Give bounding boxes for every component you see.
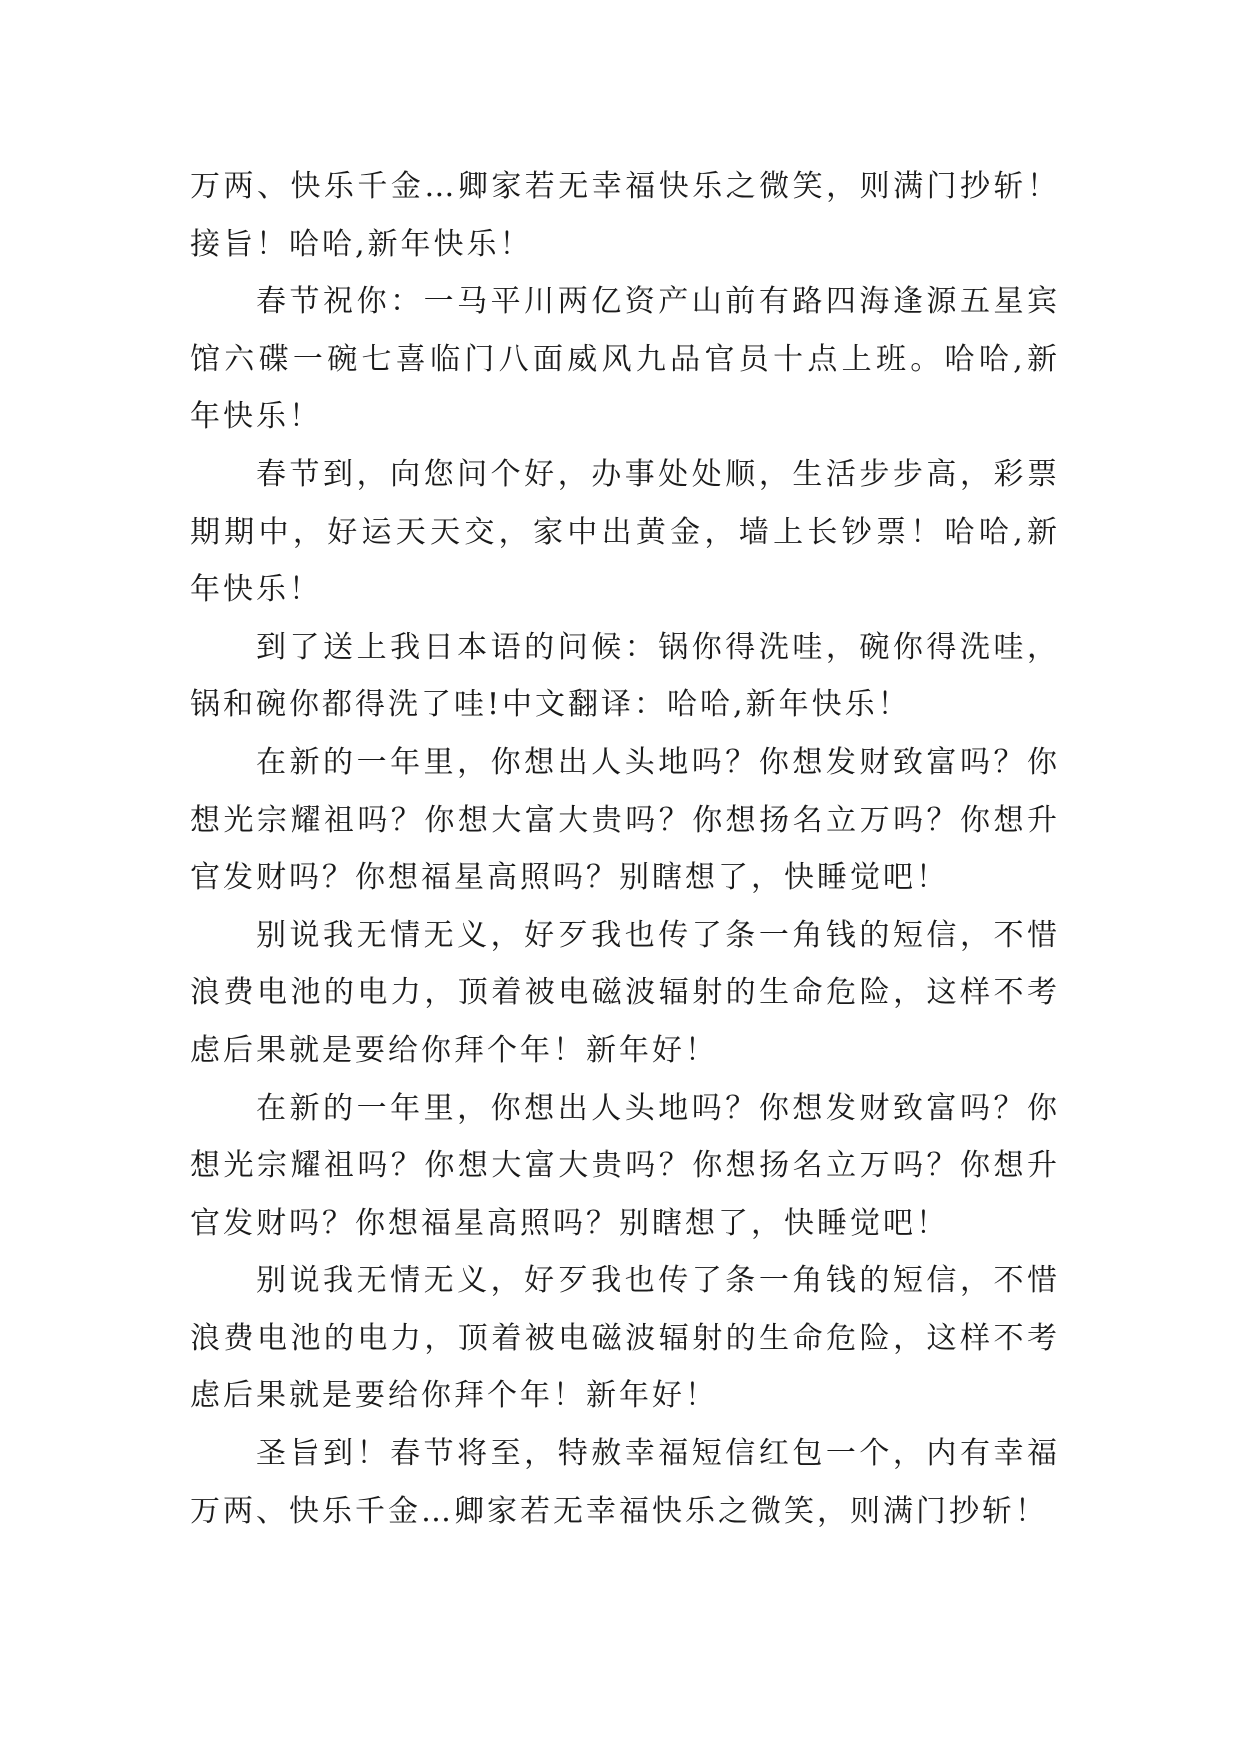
paragraph: 别说我无情无义，好歹我也传了条一角钱的短信，不惜浪费电池的电力，顶着被电磁波辐射的生命危险，这样不考虑后果就是要给你拜个年！新年好！: [190, 1263, 1060, 1414]
paragraph: 在新的一年里，你想出人头地吗？你想发财致富吗？你想光宗耀祖吗？你想大富大贵吗？你想扬名立万吗？你想升官发财吗？你想福星高照吗？别瞎想了，快睡觉吧！: [190, 1090, 1060, 1241]
paragraph: 别说我无情无义，好歹我也传了条一角钱的短信，不惜浪费电池的电力，顶着被电磁波辐射的生命危险，这样不考虑后果就是要给你拜个年！新年好！: [190, 917, 1060, 1068]
paragraph: 在新的一年里，你想出人头地吗？你想发财致富吗？你想光宗耀祖吗？你想大富大贵吗？你想扬名立万吗？你想升官发财吗？你想福星高照吗？别瞎想了，快睡觉吧！: [190, 744, 1060, 896]
paragraph-continued: 万两、快乐千金…卿家若无幸福快乐之微笑，则满门抄斩！接旨！哈哈,新年快乐！: [190, 169, 1060, 262]
document-body: [190, 158, 1060, 1540]
paragraph: 春节祝你：一马平川两亿资产山前有路四海逢源五星宾馆六碟一碗七喜临门八面威风九品官员十点上班。哈哈,新年快乐！: [190, 284, 1060, 435]
paragraph: 春节到，向您问个好，办事处处顺，生活步步高，彩票期期中，好运天天交，家中出黄金，墙上长钞票！哈哈,新年快乐！: [190, 456, 1060, 608]
paragraph: 到了送上我日本语的问候：锅你得洗哇，碗你得洗哇，锅和碗你都得洗了哇!中文翻译：哈哈,新年快乐！: [190, 629, 1060, 723]
paragraph: 圣旨到！春节将至，特赦幸福短信红包一个，内有幸福万两、快乐千金…卿家若无幸福快乐之微笑，则满门抄斩！: [190, 1436, 1060, 1529]
